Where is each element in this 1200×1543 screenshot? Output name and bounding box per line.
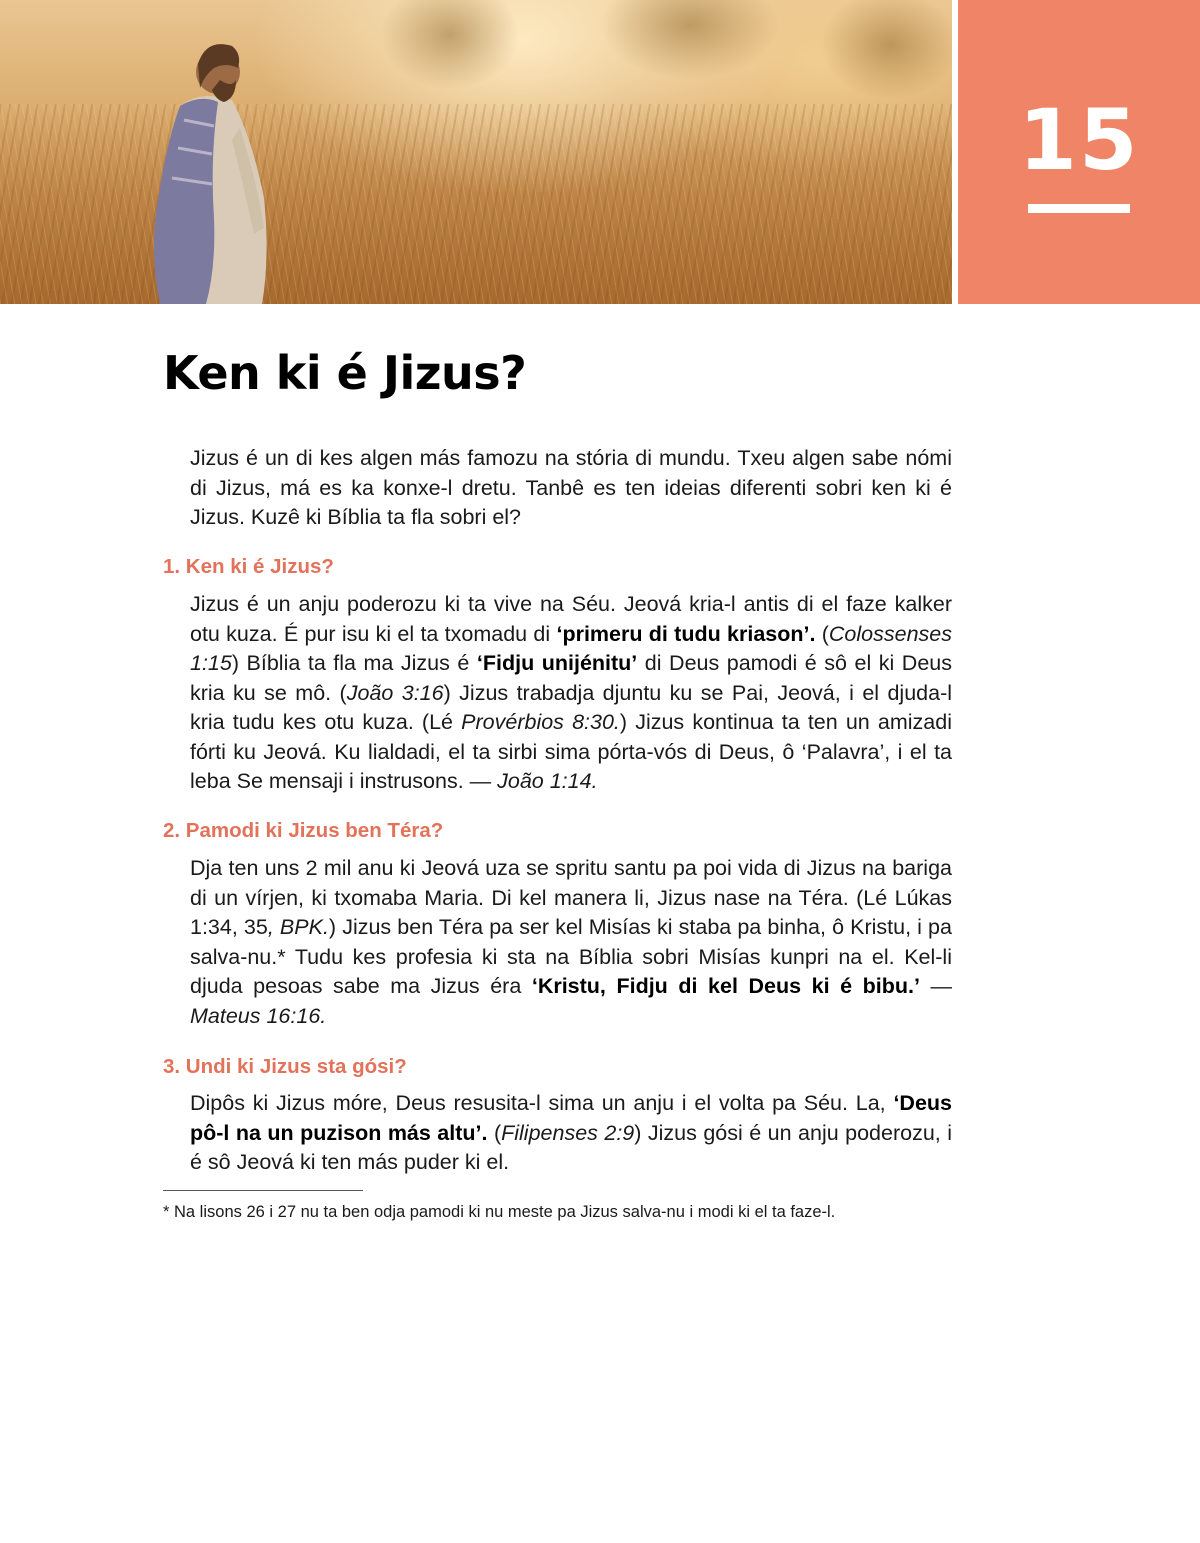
chapter-number-box	[958, 0, 1200, 304]
footnote-divider	[163, 1190, 363, 1191]
chapter-number: 15	[1018, 91, 1140, 189]
intro-paragraph: Jizus é un di kes algen más famozu na stória di mundu. Txeu algen sabe nómi di Jizus, má es ka konxe-l dretu. Tanbê es ten ideias diferenti sobri ken ki é Jizus. Kuzê ki Bíblia ta fla sobri el?	[190, 446, 952, 529]
chapter-underline	[1028, 204, 1130, 213]
walking-man-illustration	[140, 28, 290, 304]
header-photo	[0, 0, 952, 304]
question-heading-1: 1. Ken ki é Jizus?	[163, 555, 334, 578]
question-heading-3: 3. Undi ki Jizus sta gósi?	[163, 1055, 407, 1078]
page-title: Ken ki é Jizus?	[163, 346, 527, 400]
footnote: * Na lisons 26 i 27 nu ta ben odja pamodi ki nu meste pa Jizus salva-nu i modi ki el ta faze-l.	[163, 1203, 836, 1221]
question-heading-2: 2. Pamodi ki Jizus ben Téra?	[163, 819, 444, 842]
section-1-paragraph: Jizus é un anju poderozu ki ta vive na Séu. Jeová kria-l antis di el faze kalker otu kuza. É pur isu ki el ta txomadu di ‘primeru di tudu kriason’. (Colossenses 1:15) Bíblia ta fla ma Jizus é ‘Fidju unijénitu’ di Deus pamodi é sô el ki Deus kria ku se mô. (João 3:16) Jizus trabadja djuntu ku se Pai, Jeová, i el djuda-l kria tudu kes otu kuza. (Lé Provérbios 8:30.) Jizus kontinua ta ten un amizadi fórti ku Jeová. Ku lialdadi, el ta sirbi sima pórta-vós di Deus, ô ‘Palavra’, i el ta leba Se mensaji i instrusons. — João 1:14.	[190, 592, 953, 793]
section-2-paragraph: Dja ten uns 2 mil anu ki Jeová uza se spritu santu pa poi vida di Jizus na bariga di un vírjen, ki txomaba Maria. Di kel manera li, Jizus nase na Téra. (Lé Lúkas 1:34, 35, BPK.) Jizus ben Téra pa ser kel Misías ki staba pa binha, ô Kristu, i pa salva-nu.* Tudu kes profesia ki sta na Bíblia sobri Misías kunpri na el. Kel-li djuda pesoas sabe ma Jizus éra ‘Kristu, Fidju di kel Deus ki é bibu.’ — Mateus 16:16.	[190, 856, 952, 1028]
section-3-paragraph: Dipôs ki Jizus móre, Deus resusita-l sima un anju i el volta pa Séu. La, ‘Deus pô-l na un puzison más altu’. (Filipenses 2:9) Jizus gósi é un anju poderozu, i é sô Jeová ki ten más puder ki el.	[190, 1091, 953, 1174]
